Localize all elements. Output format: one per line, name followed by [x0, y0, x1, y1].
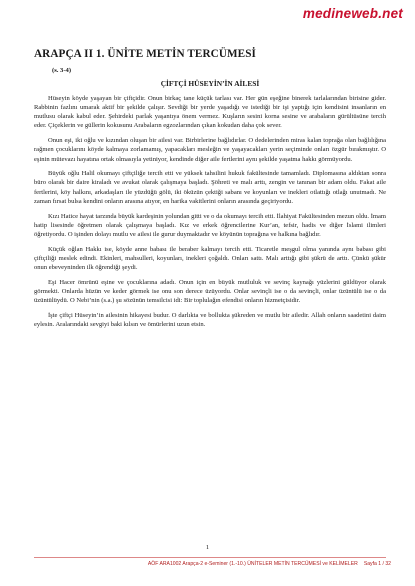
- page-number: 1: [205, 544, 210, 551]
- page-range: (s. 3-4): [52, 67, 72, 74]
- document-title: ARAPÇA II 1. ÜNİTE METİN TERCÜMESİ: [34, 48, 257, 60]
- paragraph: Küçük oğlan Hakkı ise, köyde anne babası ile beraber kalmayı tercih etti. Ticaretle meşgul olma yanında aynı babası gibi çiftçiliği meslek edindi. Ekinleri, mahsulleri, koyunları, inekleri çoğaldı. Onları sattı. Malı arttığı gibi şükrü de arttı. Çünkü şükür onun ebeveyninden ilk öğrendiği şeydi.: [34, 245, 386, 271]
- paragraph: Hüseyin köyde yaşayan bir çiftçidir. Onun birkaç tane küçük tarlası var. Her gün eşeğine binerek tarlalarından birisine gider. Rabbinin fazlını umarak aktif bir şekilde çalışır. Sevdiği bir yerde yaşadığı ve istediği bir işi yaptığı için kendisini insanların en mutlusu olarak kabul eder. Şehirdeki parlak yaşantıya önem vermez. Kuşların sesini korna sesine ve arabaların gürültüsüne tercih eder. Çiçeklerin ve güllerin kokusunu Arabaların egzozlarından çıkan kokudan daha çok sever.: [34, 95, 386, 130]
- footer-divider: [34, 557, 386, 558]
- paragraph: Onun eşi, iki oğlu ve kızından oluşan bir ailesi var. Birbirlerine bağlıdırlar. O dedelerinden miras kalan toprağa olan bağlılığına rağmen çocuklarını köyde kalmaya zorlamamış, yapacakları mesleğin ve yaşayacakları yerin seçiminde onları özgür bırakmıştır. O eşinin mütevazı hayatına ortak olmasıyla yetiniyor, kendinde diğer aile fertlerini aynı şekilde yaşatma hakkı görmüyordu.: [34, 137, 386, 163]
- site-watermark: medineweb.net: [302, 6, 403, 21]
- section-title: ÇİFTÇİ HÜSEYİN’İN AİLESİ: [160, 79, 260, 88]
- paragraph: İşte çiftçi Hüseyin’in ailesinin hikayesi budur. O darlıkta ve bollukta şükreden ve mutlu bir ailedir. Allah onların saadetini daim eylesin. Aralarındaki sevgiyi baki kılsın ve ömürlerini uzun etsin.: [34, 311, 386, 328]
- paragraph: Eşi Hacer ömrünü eşine ve çocuklarına adadı. Onun için en büyük mutluluk ve sevinç kaynağı yüzlerini güldüyor olarak görmekti. Onlarda hüzün ve keder görmek ise onu son derece üzüyordu. Onlar sevinçli ise o da sevinçli, onlar üzüntülü ise o da üzüntülüydü. O Nebi’nin (s.a.) şu sözünün temsilcisi idi: Bir toplulağın efendisi onların hizmetçisidir.: [34, 278, 386, 304]
- footer-course-title: AÖF ARA1002 Arapça-2 e-Seminer (1.-10.) ÜNİTELER METİN TERCÜMESİ ve KELİMELER: [147, 561, 358, 567]
- page-footer: [148, 561, 391, 567]
- paragraph: Kızı Hatice hayat tarzında büyük kardeşinin yolundan gitti ve o da okumayı tercih etti. İlahiyat Fakültesinden mezun oldu. İmam hatip lisesinde öğretmen olarak çalışmaya başladı. Kız ve erkek öğrencilerine Kur’an, tefsir, hadis ve diğer İslami ilimleri öğretiyordu. O işinden dolayı mutlu ve ailesi ile gurur duymaktadır ve köyünün toprağına ve halkına bağlıdır.: [34, 212, 386, 238]
- paragraph: Büyük oğlu Halil okumayı çiftçiliğe tercih etti ve yüksek tahsilini hukuk fakültesinde tamamladı. Diplomasına aldıktan sonra büro olarak bir daire kiraladı ve avukat olarak çalışmaya başladı. Şöhreti ve malı arttı, zengin ve tanınan bir adam oldu. Fakat aile fertlerini, köy halkını, arkadaşları ile yüzdüğü gölü, iki öküzün çektiği sabanı ve koyunları ve inekleri otlattığı otlağı unutmadı. Ne zaman fırsat bulsa kendini onların arasına atıyor, en harika vakitlerini onların arasında geçiriyordu.: [34, 170, 386, 205]
- footer-page-info: Sayfa 1 / 32: [363, 561, 391, 567]
- document-body: [34, 48, 386, 335]
